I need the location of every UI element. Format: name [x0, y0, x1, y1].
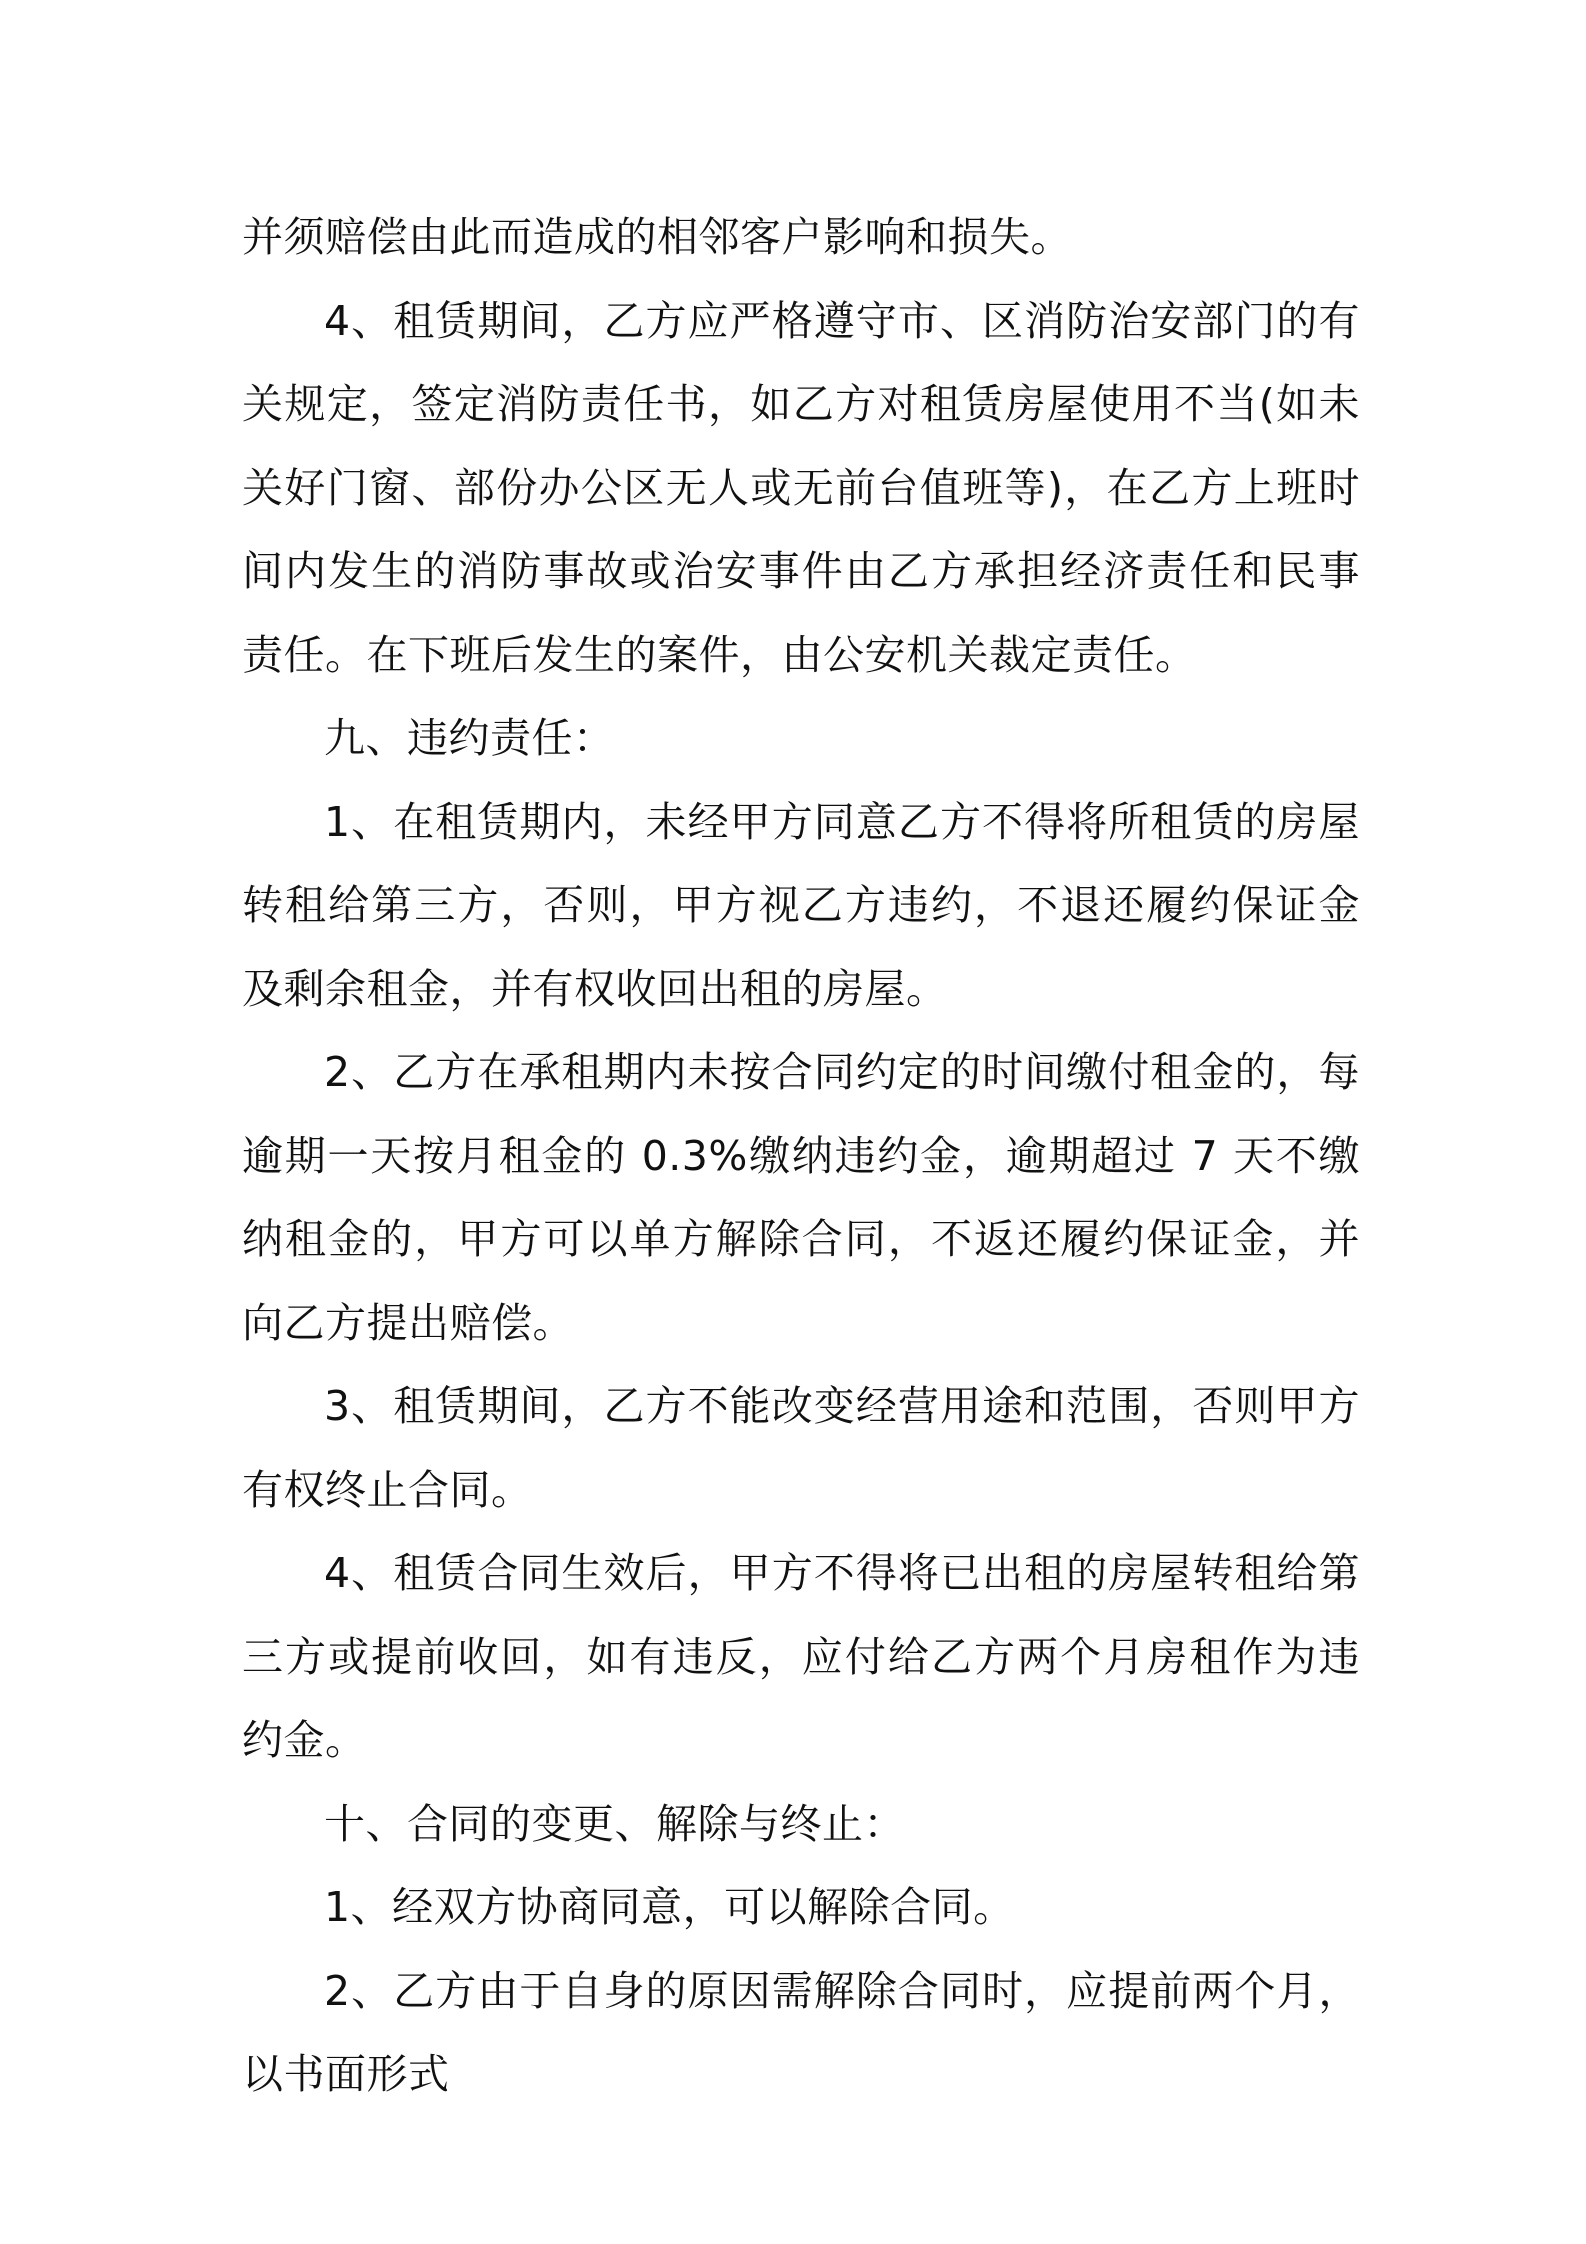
paragraph-clause-9-3: 3、租赁期间，乙方不能改变经营用途和范围，否则甲方有权终止合同。	[242, 1382, 1360, 1514]
section-heading-10: 十、合同的变更、解除与终止：	[324, 1799, 905, 1848]
paragraph-clause-10-1: 1、经双方协商同意，可以解除合同。	[324, 1883, 1015, 1931]
paragraph-clause-10-2: 2、乙方由于自身的原因需解除合同时，应提前两个月，以书面形式	[242, 1966, 1360, 2098]
section-heading-9: 九、违约责任：	[324, 714, 615, 762]
document-body	[242, 196, 1360, 2117]
paragraph-continuation: 并须赔偿由此而造成的相邻客户影响和损失。	[242, 213, 1072, 261]
paragraph-clause-9-1: 1、在租赁期内，未经甲方同意乙方不得将所租赁的房屋转租给第三方，否则，甲方视乙方违约，不退还履约保证金及剩余租金，并有权收回出租的房屋。	[242, 797, 1360, 1013]
paragraph-clause-8-4: 4、租赁期间，乙方应严格遵守市、区消防治安部门的有关规定，签定消防责任书，如乙方对租赁房屋使用不当(如未关好门窗、部份办公区无人或无前台值班等)，在乙方上班时间内发生的消防事故或治安事件由乙方承担经济责任和民事责任。在下班后发生的案件，由公安机关裁定责任。	[242, 296, 1360, 679]
paragraph-clause-9-4: 4、租赁合同生效后，甲方不得将已出租的房屋转租给第三方或提前收回，如有违反，应付给乙方两个月房租作为违约金。	[242, 1549, 1360, 1764]
paragraph-clause-9-2: 2、乙方在承租期内未按合同约定的时间缴付租金的，每逾期一天按月租金的 0.3%缴纳违约金，逾期超过 7 天不缴纳租金的，甲方可以单方解除合同，不返还履约保证金，并向乙方提出赔偿。	[242, 1048, 1360, 1347]
